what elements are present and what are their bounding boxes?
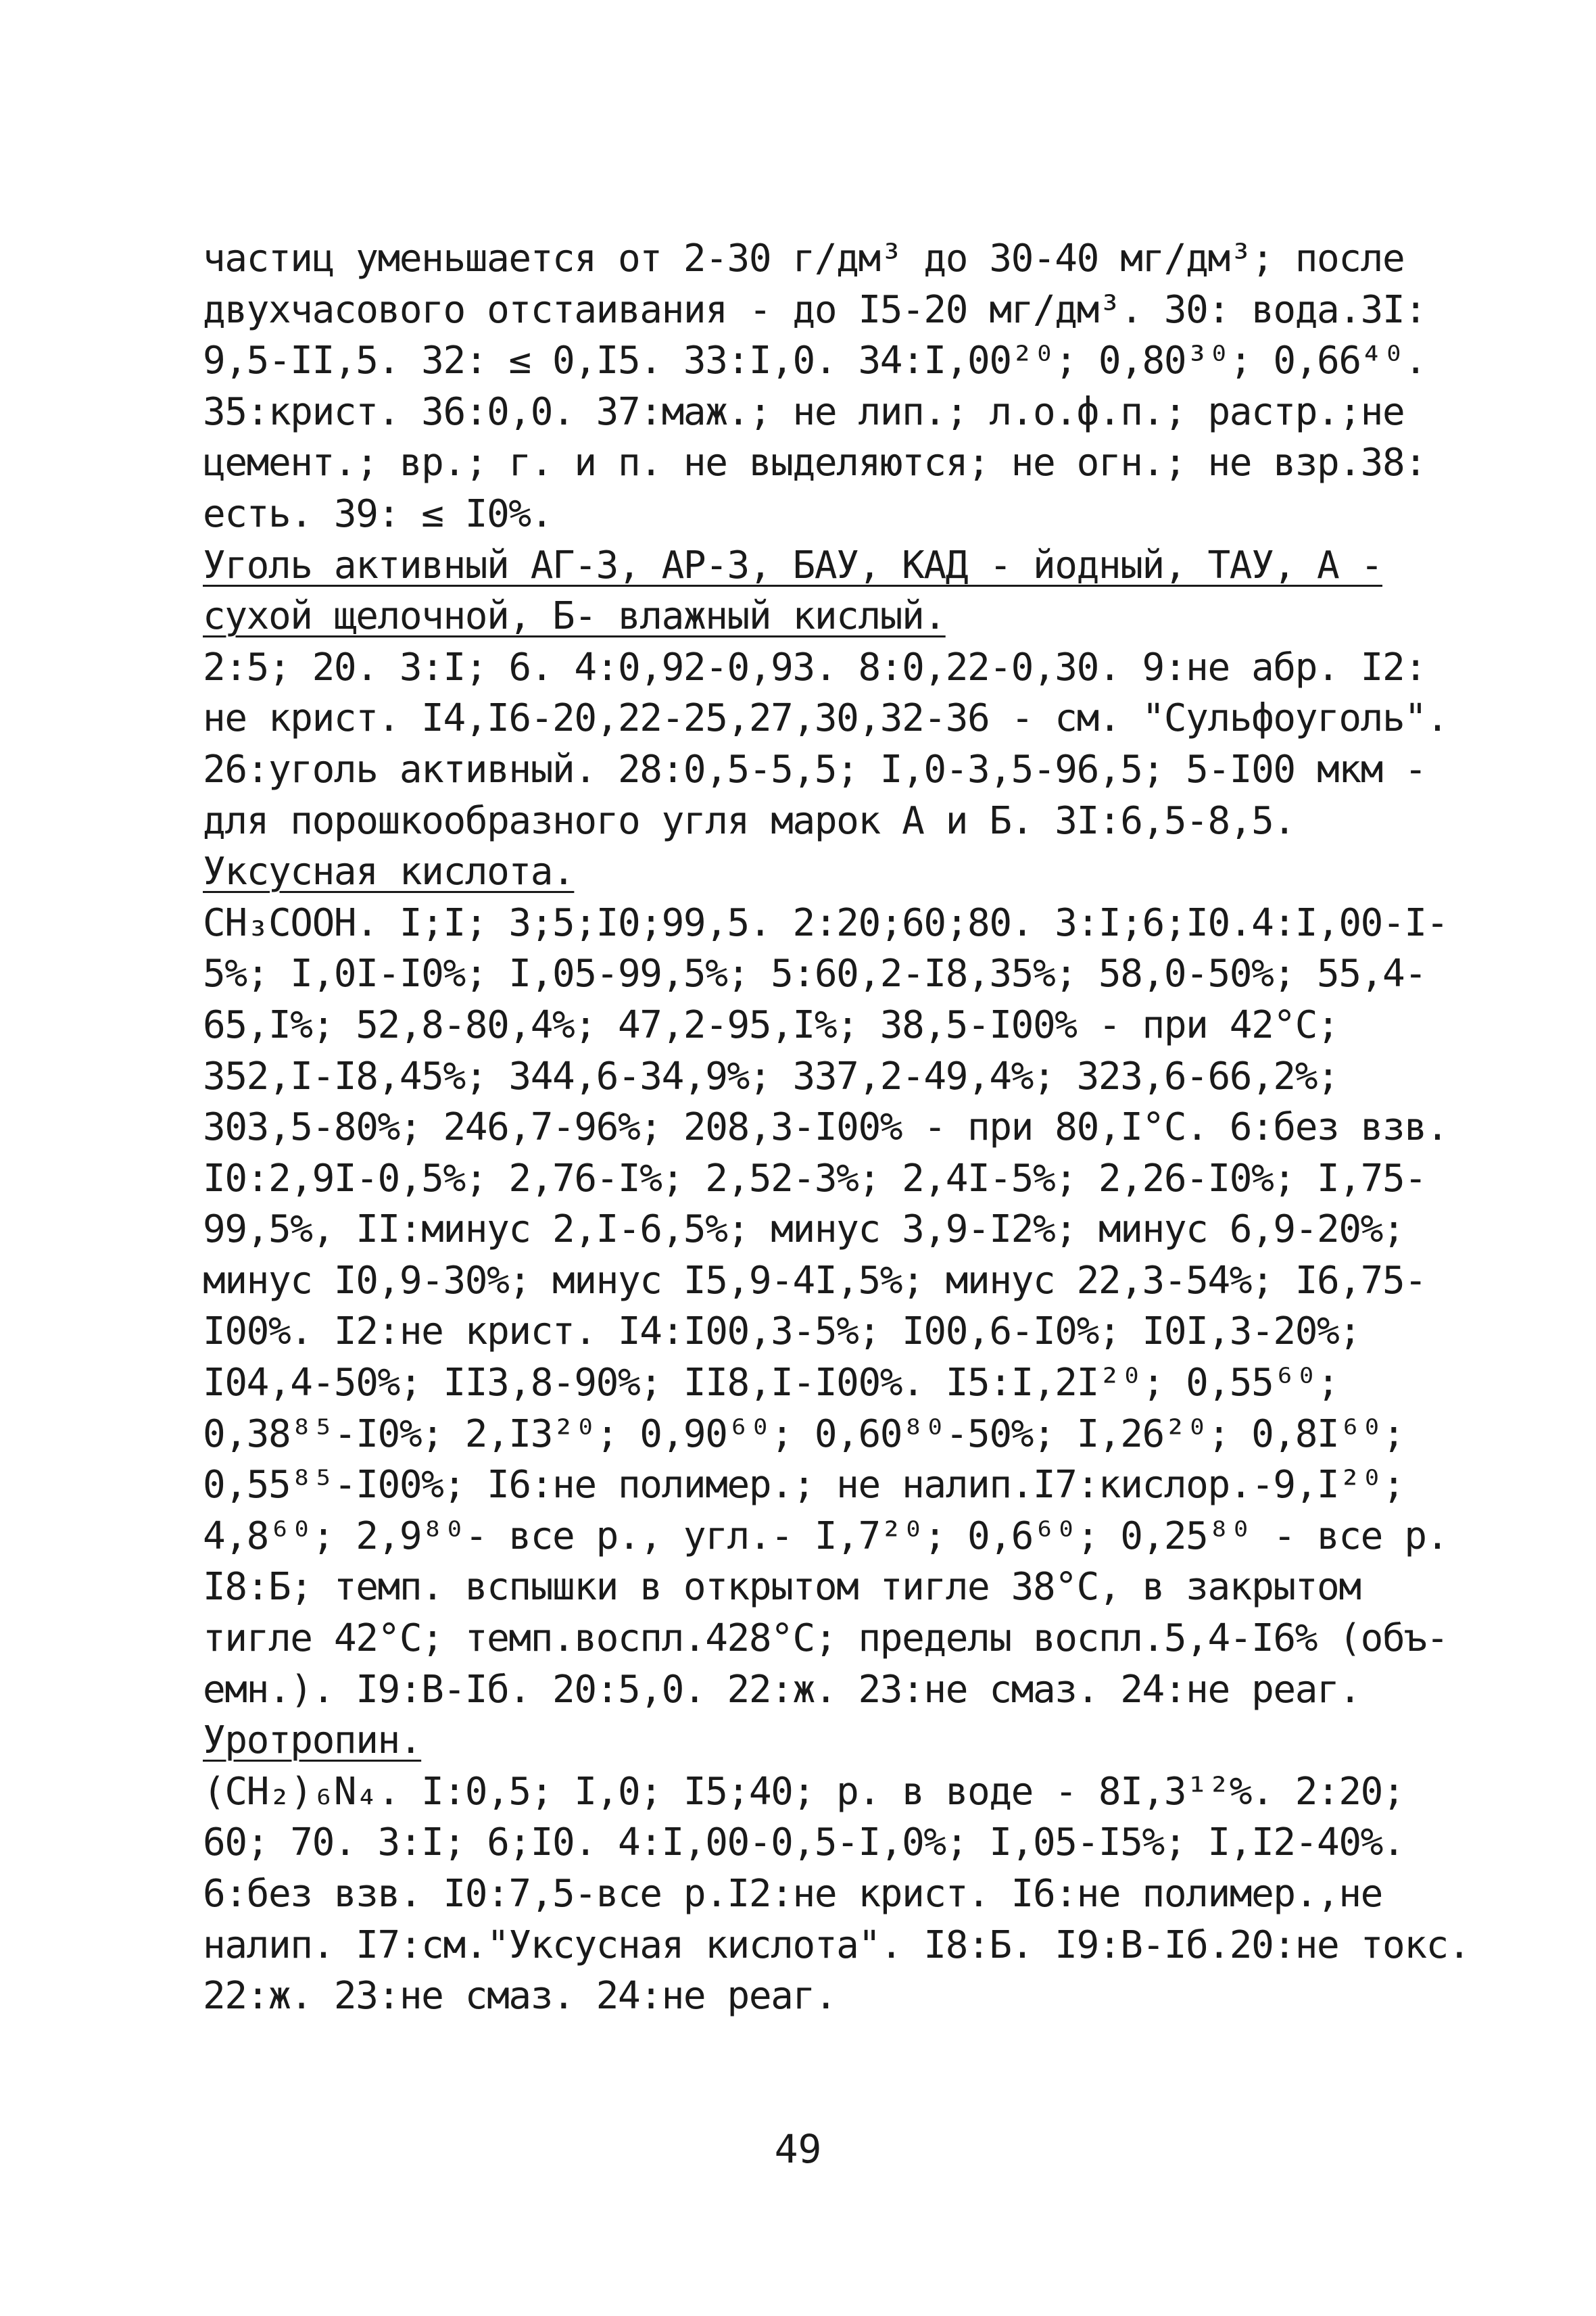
- text-line: есть. 39: ≤ I0%.: [203, 491, 553, 536]
- page-number: 49: [774, 2126, 822, 2172]
- text-line: 5%; I,0I-I0%; I,05-99,5%; 5:60,2-I8,35%; 58,0-50%; 55,4-: [203, 952, 1426, 996]
- text-line: частиц уменьшается от 2-30 г/дм³ до 30-40 мг/дм³; после: [203, 237, 1405, 281]
- text-line: CH₃COOH. I;I; 3;5;I0;99,5. 2:20;60;80. 3:I;6;I0.4:I,00-I-: [203, 900, 1448, 945]
- section-heading: сухой щелочной, Б- влажный кислый.: [203, 594, 946, 639]
- text-line: 35:крист. 36:0,0. 37:маж.; не лип.; л.о.ф.п.; растр.;не: [203, 389, 1405, 434]
- text-line: 303,5-80%; 246,7-96%; 208,3-I00% - при 80,I°C. 6:без взв.: [203, 1105, 1448, 1150]
- text-line: 0,38⁸⁵-I0%; 2,I3²⁰; 0,90⁶⁰; 0,60⁸⁰-50%; I,26²⁰; 0,8I⁶⁰;: [203, 1412, 1405, 1456]
- text-line: 65,I%; 52,8-80,4%; 47,2-95,I%; 38,5-I00% - при 42°C;: [203, 1003, 1339, 1047]
- section-heading: Уротропин.: [203, 1718, 422, 1763]
- text-line: 9,5-II,5. 32: ≤ 0,I5. 33:I,0. 34:I,00²⁰; 0,80³⁰; 0,66⁴⁰.: [203, 339, 1426, 383]
- text-line: 0,55⁸⁵-I00%; I6:не полимер.; не налип.I7:кислор.-9,I²⁰;: [203, 1463, 1405, 1507]
- page-text: [203, 233, 1487, 2022]
- text-line: I0:2,9I-0,5%; 2,76-I%; 2,52-3%; 2,4I-5%; 2,26-I0%; I,75-: [203, 1156, 1426, 1201]
- text-line: 99,5%, II:минус 2,I-6,5%; минус 3,9-I2%; минус 6,9-20%;: [203, 1207, 1405, 1252]
- text-line: 352,I-I8,45%; 344,6-34,9%; 337,2-49,4%; 323,6-66,2%;: [203, 1054, 1339, 1099]
- section-heading: Уголь активный АГ-3, АР-3, БАУ, КАД - йодный, ТАУ, А -: [203, 543, 1383, 587]
- text-line: I00%. I2:не крист. I4:I00,3-5%; I00,6-I0%; I0I,3-20%;: [203, 1309, 1361, 1354]
- text-line: (CH₂)₆N₄. I:0,5; I,0; I5;40; р. в воде - 8I,3¹²%. 2:20;: [203, 1769, 1405, 1814]
- text-line: 26:уголь активный. 28:0,5-5,5; I,0-3,5-96,5; 5-I00 мкм -: [203, 747, 1426, 792]
- text-line: цемент.; вр.; г. и п. не выделяются; не огн.; не взр.38:: [203, 441, 1426, 485]
- text-line: для порошкообразного угля марок А и Б. 3I:6,5-8,5.: [203, 798, 1295, 843]
- text-line: двухчасового отстаивания - до I5-20 мг/дм³. 30: вода.3I:: [203, 287, 1426, 332]
- text-line: 4,8⁶⁰; 2,9⁸⁰- все р., угл.- I,7²⁰; 0,6⁶⁰; 0,25⁸⁰ - все р.: [203, 1514, 1448, 1558]
- section-heading: Уксусная кислота.: [203, 850, 575, 894]
- text-line: 22:ж. 23:не смаз. 24:не реаг.: [203, 1974, 837, 2019]
- text-line: I8:Б; темп. вспышки в открытом тигле 38°C, в закрытом: [203, 1565, 1361, 1610]
- text-line: налип. I7:см."Уксусная кислота". I8:Б. I9:В-Iб.20:не токс.: [203, 1923, 1470, 1967]
- text-line: не крист. I4,I6-20,22-25,27,30,32-36 - см. "Сульфоуголь".: [203, 696, 1448, 741]
- text-line: 6:без взв. I0:7,5-все р.I2:не крист. I6:не полимер.,не: [203, 1872, 1383, 1916]
- text-line: 60; 70. 3:I; 6;I0. 4:I,00-0,5-I,0%; I,05-I5%; I,I2-40%.: [203, 1820, 1405, 1865]
- text-line: емн.). I9:В-Iб. 20:5,0. 22:ж. 23:не смаз. 24:не реаг.: [203, 1667, 1361, 1712]
- text-line: минус I0,9-30%; минус I5,9-4I,5%; минус 22,3-54%; I6,75-: [203, 1258, 1426, 1303]
- text-line: 2:5; 20. 3:I; 6. 4:0,92-0,93. 8:0,22-0,30. 9:не абр. I2:: [203, 645, 1426, 690]
- text-line: I04,4-50%; II3,8-90%; II8,I-I00%. I5:I,2I²⁰; 0,55⁶⁰;: [203, 1361, 1339, 1405]
- text-line: тигле 42°C; темп.воспл.428°C; пределы воспл.5,4-I6% (объ-: [203, 1616, 1448, 1661]
